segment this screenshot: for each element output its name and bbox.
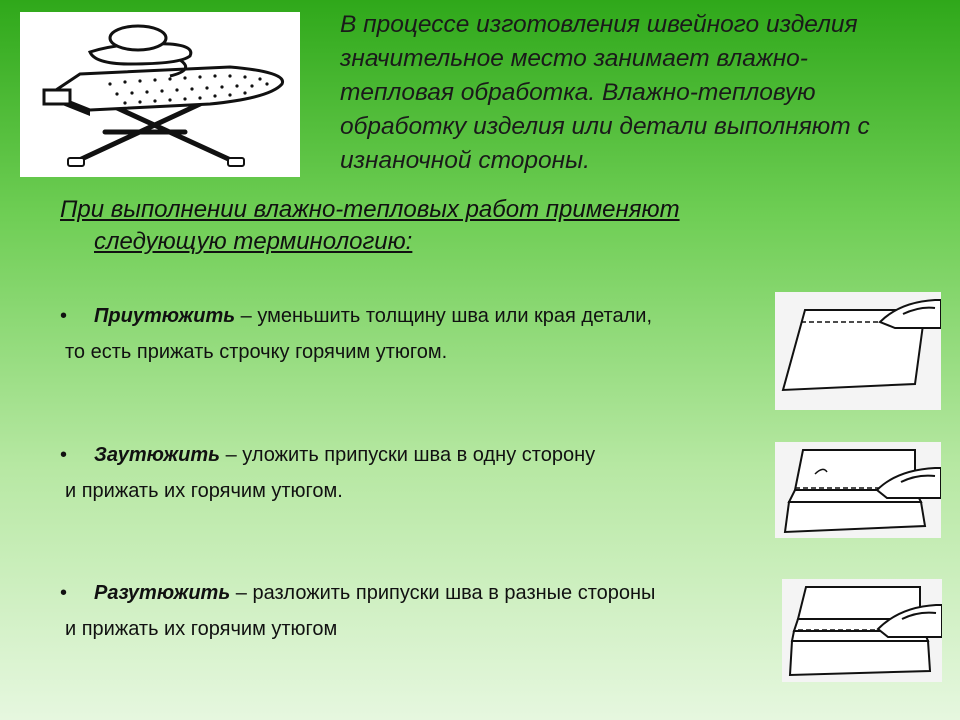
term-definition: – уменьшить толщину шва или края детали, (235, 305, 653, 327)
term-item (60, 298, 780, 370)
term-item (60, 437, 780, 509)
term-name: Приутюжить (94, 305, 236, 327)
intro-paragraph (340, 8, 940, 178)
heading-line-1: При выполнении влажно-тепловых работ применяют (60, 196, 680, 223)
intro-line: В процессе изготовления швейного изделия (340, 11, 858, 38)
term-item (60, 575, 780, 647)
intro-line: изнаночной стороны. (340, 147, 590, 174)
ironing-board-illustration (20, 12, 300, 177)
bullet: • (60, 444, 68, 466)
term-definition: – разложить припуски шва в разные стороны (230, 582, 656, 604)
iron-both-sides-illustration (782, 579, 942, 682)
iron-seam-both-sides-icon (782, 579, 942, 682)
intro-line: обработку изделия или детали выполняют с (340, 113, 870, 140)
intro-line: тепловая обработка. Влажно-тепловую (340, 79, 816, 106)
iron-one-side-illustration (775, 442, 941, 538)
terminology-heading (60, 194, 780, 258)
iron-seam-one-side-icon (775, 442, 941, 538)
bullet: • (60, 305, 68, 327)
term-continuation: и прижать их горячим утюгом. (65, 480, 343, 502)
iron-on-fabric-icon (775, 292, 941, 410)
iron-press-illustration (775, 292, 941, 410)
term-continuation: то есть прижать строчку горячим утюгом. (65, 341, 448, 363)
bullet: • (60, 582, 68, 604)
term-name: Разутюжить (94, 582, 231, 604)
term-name: Заутюжить (94, 444, 221, 466)
heading-line-2: следующую терминологию: (94, 228, 413, 255)
term-definition: – уложить припуски шва в одну сторону (220, 444, 596, 466)
term-continuation: и прижать их горячим утюгом (65, 618, 338, 640)
intro-line: значительное место занимает влажно- (340, 45, 808, 72)
ironing-board-icon (20, 12, 300, 177)
